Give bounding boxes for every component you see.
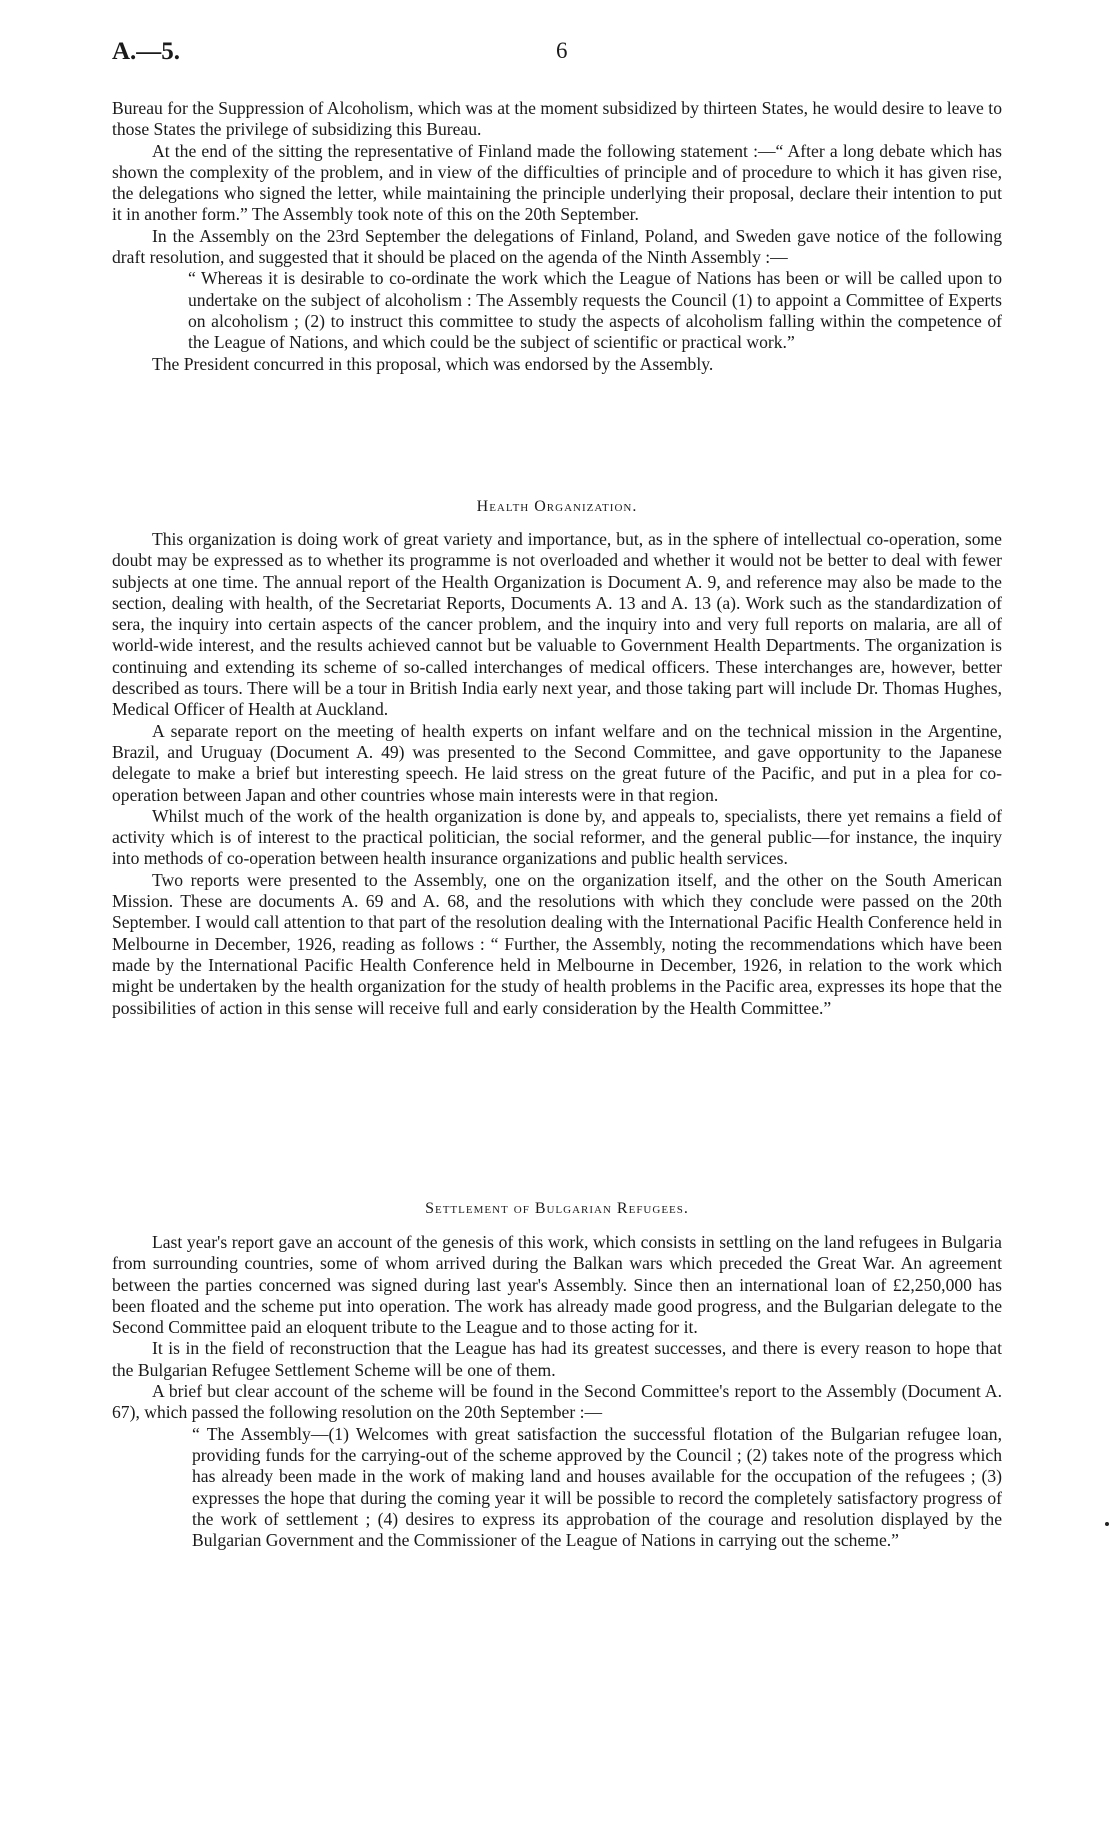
bulgarian-refugees-section [112, 1232, 1002, 1551]
paragraph: In the Assembly on the 23rd September the delegations of Finland, Poland, and Sweden gave notice of the following draft resolution, and suggested that it should be placed on the agenda of the Ninth Assembly :— [112, 225, 1002, 268]
health-organization-section [112, 529, 1002, 1019]
health-organization-heading: Health Organization. [476, 498, 638, 515]
margin-mark [1105, 1522, 1109, 1526]
bulgarian-refugees-heading: Settlement of Bulgarian Refugees. [425, 1200, 689, 1217]
document-reference: A.—5. [112, 38, 181, 65]
paragraph: Last year's report gave an account of the genesis of this work, which consists in settling on the land refugees in Bulgaria from surrounding countries, some of whom arrived during the Balkan wars which preceded the Great War. An agreement between the parties concerned was signed during last year's Assembly. Since then an international loan of £2,250,000 has been floated and the scheme put into operation. The work has already made good progress, and the Bulgarian delegate to the Second Committee paid an eloquent tribute to the League and to those acting for it. [112, 1232, 1002, 1338]
paragraph: A brief but clear account of the scheme will be found in the Second Committee's report to the Assembly (Document A. 67), which passed the following resolution on the 20th September :— [112, 1381, 1002, 1423]
paragraph: Whilst much of the work of the health organization is done by, and appeals to, specialists, there yet remains a field of activity which is of interest to the practical politician, the social reformer, and the general public—for instance, the inquiry into methods of co-operation between health insurance organizations and public health services. [112, 805, 1002, 869]
quoted-resolution: “ Whereas it is desirable to co-ordinate the work which the League of Nations has been or will be called upon to undertake on the subject of alcoholism : The Assembly requests the Council (1) to appoint a Committee of Experts on alcoholism ; (2) to instruct this committee to study the aspects of alcoholism falling within the competence of the League of Nations, and which could be the subject of scientific or practical work.” [188, 268, 1002, 353]
paragraph: This organization is doing work of great variety and importance, but, as in the sphere of intellectual co-operation, some doubt may be expressed as to whether its programme is not overloaded and whether it would not be better to deal with fewer subjects at one time. The annual report of the Health Organization is Document A. 9, and reference may also be made to the section, dealing with health, of the Secretariat Reports, Documents A. 13 and A. 13 (a). Work such as the standardization of sera, the inquiry into certain aspects of the cancer problem, and the inquiry into and very full reports on malaria, are all of world-wide interest, and the results achieved cannot but be valuable to Government Health Departments. The organization is continuing and extending its scheme of so-called interchanges of medical officers. These interchanges are, however, better described as tours. There will be a tour in British India early next year, and those taking part will include Dr. Thomas Hughes, Medical Officer of Health at Auckland. [112, 529, 1002, 720]
alcoholism-section [112, 98, 1002, 375]
paragraph: At the end of the sitting the representative of Finland made the following statement :—“ After a long debate which has shown the complexity of the problem, and in view of the difficulties of principle and of procedure to which it has given rise, the delegations who signed the letter, while maintaining the principle underlying their proposal, declare their intention to put it in another form.” The Assembly took note of this on the 20th September. [112, 140, 1002, 225]
paragraph: The President concurred in this proposal, which was endorsed by the Assembly. [152, 353, 714, 374]
quoted-resolution: “ The Assembly—(1) Welcomes with great satisfaction the successful flotation of the Bulgarian refugee loan, providing funds for the carrying-out of the scheme approved by the Council ; (2) takes note of the progress which has already been made in the work of making land and houses available for the occupation of the refugees ; (3) expresses the hope that during the coming year it will be possible to record the completely satisfactory progress of the work of settlement ; (4) desires to express its approbation of the courage and resolution displayed by the Bulgarian Government and the Commissioner of the League of Nations in carrying out the scheme.” [192, 1423, 1002, 1551]
paragraph: A separate report on the meeting of health experts on infant welfare and on the technical mission in the Argentine, Brazil, and Uruguay (Document A. 49) was presented to the Second Committee, and gave opportunity to the Japanese delegate to make a brief but interesting speech. He laid stress on the great future of the Pacific, and put in a plea for co-operation between Japan and other countries whose main interests were in that region. [112, 720, 1002, 805]
paragraph: Two reports were presented to the Assembly, one on the organization itself, and the other on the South American Mission. These are documents A. 69 and A. 68, and the resolutions with which they conclude were passed on the 20th September. I would call attention to that part of the resolution dealing with the International Pacific Health Conference held in Melbourne in December, 1926, reading as follows : “ Further, the Assembly, noting the recommendations which have been made by the International Pacific Health Conference held in Melbourne in December, 1926, in relation to the work which might be undertaken by the health organization for the study of health problems in the Pacific area, expresses its hope that the possibilities of action in this sense will receive full and early consideration by the Health Committee.” [112, 869, 1002, 1018]
paragraph: It is in the field of reconstruction that the League has had its greatest successes, and there is every reason to hope that the Bulgarian Refugee Settlement Scheme will be one of them. [112, 1338, 1002, 1380]
paragraph: Bureau for the Suppression of Alcoholism, which was at the moment subsidized by thirteen States, he would desire to leave to those States the privilege of subsidizing this Bureau. [112, 98, 1002, 140]
page-number: 6 [556, 38, 568, 63]
